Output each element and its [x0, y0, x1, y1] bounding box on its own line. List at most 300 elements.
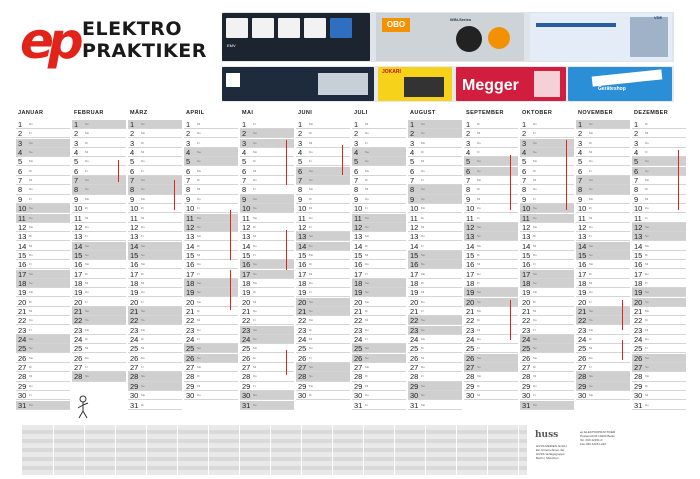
day-cell[interactable]: [632, 401, 686, 410]
day-cell[interactable]: [464, 139, 518, 148]
day-cell[interactable]: [464, 372, 518, 381]
day-cell[interactable]: [352, 270, 406, 279]
day-cell[interactable]: [16, 242, 70, 251]
day-cell[interactable]: [632, 139, 686, 148]
day-cell[interactable]: [240, 214, 294, 223]
day-cell[interactable]: [576, 176, 630, 185]
day-cell[interactable]: [464, 279, 518, 288]
day-cell[interactable]: [352, 185, 406, 194]
day-cell[interactable]: [296, 326, 350, 335]
day-cell[interactable]: [240, 204, 294, 213]
day-cell[interactable]: [72, 344, 126, 353]
day-cell[interactable]: [296, 242, 350, 251]
day-cell[interactable]: [520, 382, 574, 391]
day-cell[interactable]: [464, 120, 518, 129]
day-cell[interactable]: [352, 167, 406, 176]
day-cell[interactable]: [296, 185, 350, 194]
day-cell[interactable]: [240, 326, 294, 335]
day-cell[interactable]: [296, 214, 350, 223]
day-cell[interactable]: [520, 363, 574, 372]
day-cell[interactable]: [72, 298, 126, 307]
day-cell[interactable]: [520, 260, 574, 269]
day-cell[interactable]: [352, 298, 406, 307]
day-cell[interactable]: [408, 129, 462, 138]
day-cell[interactable]: [632, 129, 686, 138]
day-cell[interactable]: [632, 279, 686, 288]
day-cell[interactable]: [128, 372, 182, 381]
day-cell[interactable]: [72, 120, 126, 129]
day-cell[interactable]: [240, 401, 294, 410]
day-cell[interactable]: [72, 270, 126, 279]
day-cell[interactable]: [352, 176, 406, 185]
day-cell[interactable]: [128, 223, 182, 232]
day-cell[interactable]: [240, 391, 294, 400]
day-cell[interactable]: [632, 316, 686, 325]
day-cell[interactable]: [408, 298, 462, 307]
day-cell[interactable]: [72, 288, 126, 297]
day-cell[interactable]: [352, 214, 406, 223]
day-cell[interactable]: [464, 129, 518, 138]
day-cell[interactable]: [632, 260, 686, 269]
day-cell[interactable]: [72, 260, 126, 269]
day-cell[interactable]: [128, 335, 182, 344]
day-cell[interactable]: [128, 391, 182, 400]
day-cell[interactable]: [632, 372, 686, 381]
ad-shop[interactable]: [568, 67, 672, 101]
day-cell[interactable]: [576, 242, 630, 251]
day-cell[interactable]: [16, 232, 70, 241]
day-cell[interactable]: [296, 251, 350, 260]
day-cell[interactable]: [408, 288, 462, 297]
day-cell[interactable]: [72, 251, 126, 260]
day-cell[interactable]: [184, 195, 238, 204]
day-cell[interactable]: [72, 204, 126, 213]
day-cell[interactable]: [352, 242, 406, 251]
day-cell[interactable]: [16, 204, 70, 213]
day-cell[interactable]: [128, 316, 182, 325]
ad-jokari[interactable]: [378, 67, 452, 101]
day-cell[interactable]: [464, 270, 518, 279]
day-cell[interactable]: [632, 391, 686, 400]
day-cell[interactable]: [184, 372, 238, 381]
day-cell[interactable]: [184, 260, 238, 269]
day-cell[interactable]: [632, 344, 686, 353]
day-cell[interactable]: [632, 363, 686, 372]
day-cell[interactable]: [128, 148, 182, 157]
day-cell[interactable]: [408, 307, 462, 316]
day-cell[interactable]: [520, 214, 574, 223]
day-cell[interactable]: [576, 260, 630, 269]
day-cell[interactable]: [240, 270, 294, 279]
day-cell[interactable]: [296, 382, 350, 391]
day-cell[interactable]: [408, 363, 462, 372]
day-cell[interactable]: [352, 157, 406, 166]
day-cell[interactable]: [464, 214, 518, 223]
day-cell[interactable]: [632, 214, 686, 223]
day-cell[interactable]: [576, 251, 630, 260]
day-cell[interactable]: [352, 326, 406, 335]
day-cell[interactable]: [16, 279, 70, 288]
day-cell[interactable]: [184, 185, 238, 194]
ad-obo[interactable]: [376, 13, 524, 61]
day-cell[interactable]: [16, 139, 70, 148]
day-cell[interactable]: [72, 139, 126, 148]
day-cell[interactable]: [184, 176, 238, 185]
day-cell[interactable]: [16, 298, 70, 307]
day-cell[interactable]: [464, 260, 518, 269]
day-cell[interactable]: [464, 382, 518, 391]
day-cell[interactable]: [72, 363, 126, 372]
day-cell[interactable]: [296, 298, 350, 307]
day-cell[interactable]: [408, 167, 462, 176]
day-cell[interactable]: [240, 185, 294, 194]
day-cell[interactable]: [240, 307, 294, 316]
day-cell[interactable]: [16, 401, 70, 410]
day-cell[interactable]: [576, 372, 630, 381]
day-cell[interactable]: [184, 129, 238, 138]
day-cell[interactable]: [408, 214, 462, 223]
day-cell[interactable]: [128, 307, 182, 316]
day-cell[interactable]: [520, 279, 574, 288]
day-cell[interactable]: [576, 167, 630, 176]
day-cell[interactable]: [16, 260, 70, 269]
day-cell[interactable]: [184, 326, 238, 335]
day-cell[interactable]: [520, 288, 574, 297]
day-cell[interactable]: [632, 288, 686, 297]
day-cell[interactable]: [72, 129, 126, 138]
day-cell[interactable]: [352, 335, 406, 344]
day-cell[interactable]: [128, 344, 182, 353]
day-cell[interactable]: [408, 316, 462, 325]
day-cell[interactable]: [128, 270, 182, 279]
day-cell[interactable]: [296, 363, 350, 372]
day-cell[interactable]: [632, 307, 686, 316]
day-cell[interactable]: [16, 307, 70, 316]
day-cell[interactable]: [296, 270, 350, 279]
day-cell[interactable]: [16, 288, 70, 297]
ad-dark-banner[interactable]: [222, 67, 374, 101]
day-cell[interactable]: [352, 401, 406, 410]
day-cell[interactable]: [296, 120, 350, 129]
day-cell[interactable]: [352, 204, 406, 213]
day-cell[interactable]: [16, 391, 70, 400]
day-cell[interactable]: [520, 401, 574, 410]
day-cell[interactable]: [72, 232, 126, 241]
day-cell[interactable]: [408, 260, 462, 269]
day-cell[interactable]: [520, 354, 574, 363]
day-cell[interactable]: [520, 120, 574, 129]
day-cell[interactable]: [16, 354, 70, 363]
day-cell[interactable]: [520, 298, 574, 307]
day-cell[interactable]: [352, 251, 406, 260]
day-cell[interactable]: [576, 148, 630, 157]
day-cell[interactable]: [632, 270, 686, 279]
day-cell[interactable]: [296, 279, 350, 288]
day-cell[interactable]: [128, 214, 182, 223]
day-cell[interactable]: [296, 223, 350, 232]
day-cell[interactable]: [520, 251, 574, 260]
day-cell[interactable]: [72, 316, 126, 325]
day-cell[interactable]: [72, 354, 126, 363]
day-cell[interactable]: [576, 382, 630, 391]
day-cell[interactable]: [128, 129, 182, 138]
day-cell[interactable]: [72, 185, 126, 194]
day-cell[interactable]: [352, 195, 406, 204]
day-cell[interactable]: [128, 298, 182, 307]
day-cell[interactable]: [184, 382, 238, 391]
day-cell[interactable]: [296, 195, 350, 204]
day-cell[interactable]: [16, 214, 70, 223]
day-cell[interactable]: [16, 270, 70, 279]
day-cell[interactable]: [576, 157, 630, 166]
day-cell[interactable]: [576, 363, 630, 372]
day-cell[interactable]: [240, 382, 294, 391]
day-cell[interactable]: [352, 363, 406, 372]
day-cell[interactable]: [520, 372, 574, 381]
day-cell[interactable]: [184, 354, 238, 363]
day-cell[interactable]: [520, 242, 574, 251]
day-cell[interactable]: [576, 120, 630, 129]
day-cell[interactable]: [464, 354, 518, 363]
day-cell[interactable]: [128, 232, 182, 241]
day-cell[interactable]: [408, 391, 462, 400]
day-cell[interactable]: [16, 344, 70, 353]
day-cell[interactable]: [352, 382, 406, 391]
day-cell[interactable]: [184, 167, 238, 176]
day-cell[interactable]: [464, 363, 518, 372]
day-cell[interactable]: [632, 326, 686, 335]
day-cell[interactable]: [296, 335, 350, 344]
day-cell[interactable]: [16, 157, 70, 166]
day-cell[interactable]: [128, 354, 182, 363]
day-cell[interactable]: [520, 307, 574, 316]
day-cell[interactable]: [240, 288, 294, 297]
day-cell[interactable]: [72, 242, 126, 251]
day-cell[interactable]: [352, 260, 406, 269]
day-cell[interactable]: [128, 288, 182, 297]
day-cell[interactable]: [296, 372, 350, 381]
day-cell[interactable]: [296, 288, 350, 297]
day-cell[interactable]: [184, 139, 238, 148]
day-cell[interactable]: [128, 326, 182, 335]
day-cell[interactable]: [520, 326, 574, 335]
day-cell[interactable]: [464, 232, 518, 241]
day-cell[interactable]: [408, 344, 462, 353]
day-cell[interactable]: [184, 391, 238, 400]
day-cell[interactable]: [128, 260, 182, 269]
day-cell[interactable]: [408, 270, 462, 279]
day-cell[interactable]: [464, 251, 518, 260]
day-cell[interactable]: [408, 382, 462, 391]
day-cell[interactable]: [16, 148, 70, 157]
day-cell[interactable]: [16, 176, 70, 185]
day-cell[interactable]: [240, 335, 294, 344]
day-cell[interactable]: [352, 391, 406, 400]
day-cell[interactable]: [184, 148, 238, 157]
day-cell[interactable]: [128, 401, 182, 410]
day-cell[interactable]: [632, 223, 686, 232]
day-cell[interactable]: [576, 232, 630, 241]
day-cell[interactable]: [352, 307, 406, 316]
day-cell[interactable]: [128, 363, 182, 372]
day-cell[interactable]: [520, 129, 574, 138]
day-cell[interactable]: [240, 120, 294, 129]
day-cell[interactable]: [16, 167, 70, 176]
day-cell[interactable]: [520, 391, 574, 400]
day-cell[interactable]: [632, 120, 686, 129]
day-cell[interactable]: [16, 363, 70, 372]
day-cell[interactable]: [296, 307, 350, 316]
day-cell[interactable]: [72, 307, 126, 316]
day-cell[interactable]: [464, 242, 518, 251]
day-cell[interactable]: [72, 372, 126, 381]
day-cell[interactable]: [408, 223, 462, 232]
day-cell[interactable]: [520, 270, 574, 279]
day-cell[interactable]: [408, 232, 462, 241]
day-cell[interactable]: [72, 335, 126, 344]
day-cell[interactable]: [128, 279, 182, 288]
day-cell[interactable]: [464, 288, 518, 297]
day-cell[interactable]: [576, 204, 630, 213]
day-cell[interactable]: [576, 214, 630, 223]
day-cell[interactable]: [408, 326, 462, 335]
day-cell[interactable]: [576, 288, 630, 297]
day-cell[interactable]: [408, 354, 462, 363]
day-cell[interactable]: [464, 223, 518, 232]
day-cell[interactable]: [352, 372, 406, 381]
day-cell[interactable]: [632, 354, 686, 363]
day-cell[interactable]: [352, 354, 406, 363]
day-cell[interactable]: [240, 279, 294, 288]
day-cell[interactable]: [408, 335, 462, 344]
day-cell[interactable]: [408, 139, 462, 148]
day-cell[interactable]: [576, 139, 630, 148]
day-cell[interactable]: [576, 129, 630, 138]
day-cell[interactable]: [184, 335, 238, 344]
day-cell[interactable]: [296, 260, 350, 269]
day-cell[interactable]: [464, 391, 518, 400]
day-cell[interactable]: [16, 195, 70, 204]
day-cell[interactable]: [632, 242, 686, 251]
day-cell[interactable]: [408, 148, 462, 157]
day-cell[interactable]: [520, 316, 574, 325]
day-cell[interactable]: [128, 382, 182, 391]
day-cell[interactable]: [632, 335, 686, 344]
day-cell[interactable]: [576, 223, 630, 232]
day-cell[interactable]: [128, 157, 182, 166]
ad-megger[interactable]: [456, 67, 566, 101]
day-cell[interactable]: [240, 195, 294, 204]
day-cell[interactable]: [408, 279, 462, 288]
day-cell[interactable]: [296, 232, 350, 241]
day-cell[interactable]: [520, 335, 574, 344]
day-cell[interactable]: [632, 232, 686, 241]
day-cell[interactable]: [408, 242, 462, 251]
day-cell[interactable]: [128, 167, 182, 176]
day-cell[interactable]: [16, 129, 70, 138]
day-cell[interactable]: [184, 316, 238, 325]
day-cell[interactable]: [296, 344, 350, 353]
day-cell[interactable]: [352, 279, 406, 288]
day-cell[interactable]: [408, 251, 462, 260]
day-cell[interactable]: [16, 335, 70, 344]
day-cell[interactable]: [632, 251, 686, 260]
day-cell[interactable]: [296, 391, 350, 400]
day-cell[interactable]: [520, 223, 574, 232]
day-cell[interactable]: [296, 129, 350, 138]
day-cell[interactable]: [408, 372, 462, 381]
day-cell[interactable]: [352, 344, 406, 353]
day-cell[interactable]: [240, 298, 294, 307]
day-cell[interactable]: [240, 316, 294, 325]
day-cell[interactable]: [352, 129, 406, 138]
day-cell[interactable]: [16, 223, 70, 232]
day-cell[interactable]: [72, 214, 126, 223]
day-cell[interactable]: [352, 232, 406, 241]
day-cell[interactable]: [408, 157, 462, 166]
day-cell[interactable]: [352, 288, 406, 297]
day-cell[interactable]: [352, 316, 406, 325]
day-cell[interactable]: [72, 148, 126, 157]
day-cell[interactable]: [16, 120, 70, 129]
day-cell[interactable]: [352, 148, 406, 157]
day-cell[interactable]: [352, 139, 406, 148]
day-cell[interactable]: [128, 251, 182, 260]
day-cell[interactable]: [576, 391, 630, 400]
day-cell[interactable]: [184, 157, 238, 166]
day-cell[interactable]: [16, 326, 70, 335]
day-cell[interactable]: [408, 195, 462, 204]
day-cell[interactable]: [16, 372, 70, 381]
day-cell[interactable]: [184, 363, 238, 372]
day-cell[interactable]: [128, 120, 182, 129]
day-cell[interactable]: [408, 204, 462, 213]
day-cell[interactable]: [576, 270, 630, 279]
ad-vde-buch[interactable]: [530, 13, 672, 61]
day-cell[interactable]: [352, 223, 406, 232]
day-cell[interactable]: [296, 204, 350, 213]
day-cell[interactable]: [128, 139, 182, 148]
day-cell[interactable]: [16, 185, 70, 194]
day-cell[interactable]: [128, 242, 182, 251]
day-cell[interactable]: [240, 129, 294, 138]
day-cell[interactable]: [184, 120, 238, 129]
day-cell[interactable]: [408, 185, 462, 194]
day-cell[interactable]: [408, 120, 462, 129]
day-cell[interactable]: [632, 382, 686, 391]
day-cell[interactable]: [352, 120, 406, 129]
day-cell[interactable]: [408, 176, 462, 185]
day-cell[interactable]: [296, 316, 350, 325]
day-cell[interactable]: [464, 344, 518, 353]
day-cell[interactable]: [16, 316, 70, 325]
day-cell[interactable]: [184, 344, 238, 353]
day-cell[interactable]: [576, 279, 630, 288]
day-cell[interactable]: [632, 298, 686, 307]
day-cell[interactable]: [520, 232, 574, 241]
day-cell[interactable]: [16, 251, 70, 260]
day-cell[interactable]: [576, 195, 630, 204]
day-cell[interactable]: [296, 176, 350, 185]
day-cell[interactable]: [576, 185, 630, 194]
day-cell[interactable]: [296, 354, 350, 363]
ad-vde-emv[interactable]: [222, 13, 370, 61]
day-cell[interactable]: [16, 382, 70, 391]
day-cell[interactable]: [72, 223, 126, 232]
day-cell[interactable]: [72, 195, 126, 204]
day-cell[interactable]: [72, 279, 126, 288]
day-cell[interactable]: [72, 326, 126, 335]
